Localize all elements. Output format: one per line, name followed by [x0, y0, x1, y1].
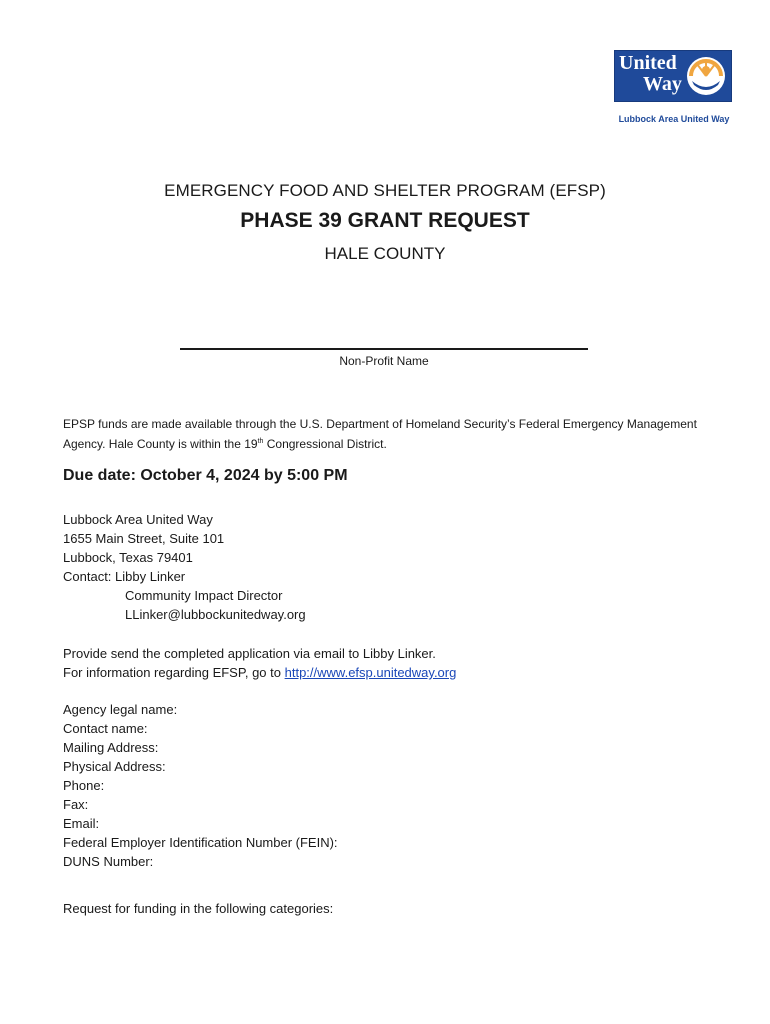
- field-contact-name: Contact name:: [63, 721, 148, 736]
- logo-line-2: Way: [643, 73, 682, 95]
- field-duns: DUNS Number:: [63, 854, 154, 869]
- address-contact: Contact: Libby Linker: [63, 569, 186, 584]
- field-fein: Federal Employer Identification Number (FEIN):: [63, 835, 338, 850]
- intro-text-end: Congressional District.: [263, 437, 387, 451]
- efsp-link[interactable]: http://www.efsp.unitedway.org: [284, 665, 457, 680]
- county-name: HALE COUNTY: [324, 244, 446, 263]
- program-name: EMERGENCY FOOD AND SHELTER PROGRAM (EFSP): [164, 181, 606, 200]
- submission-instructions: [63, 644, 456, 682]
- agency-fields: [63, 700, 338, 871]
- field-fax: Fax:: [63, 797, 89, 812]
- field-mailing-address: Mailing Address:: [63, 740, 159, 755]
- nonprofit-name-line: [180, 348, 588, 350]
- logo-caption: Lubbock Area United Way: [618, 114, 730, 124]
- field-agency-legal-name: Agency legal name:: [63, 702, 178, 717]
- info-prefix: For information regarding EFSP, go to: [63, 665, 285, 680]
- address-role: Community Impact Director: [125, 588, 283, 603]
- intro-text: EPSP funds are made available through the U.S. Department of Homeland Security’s Federal Emergency Management Agency. Hale County is within the 19: [63, 417, 697, 451]
- logo-wordmark: [619, 53, 682, 95]
- field-phone: Phone:: [63, 778, 105, 793]
- intro-paragraph: [63, 416, 703, 453]
- info-line: [63, 663, 456, 682]
- intro-superscript: th: [257, 438, 264, 445]
- address-city: Lubbock, Texas 79401: [63, 550, 193, 565]
- due-date: Due date: October 4, 2024 by 5:00 PM: [63, 467, 348, 484]
- contact-address-block: [63, 510, 306, 624]
- logo-line-1: United: [619, 52, 677, 74]
- address-org: Lubbock Area United Way: [63, 512, 213, 527]
- funding-request-label: Request for funding in the following categories:: [63, 901, 334, 916]
- address-street: 1655 Main Street, Suite 101: [63, 531, 225, 546]
- field-physical-address: Physical Address:: [63, 759, 166, 774]
- helping-hand-icon: [685, 55, 727, 97]
- united-way-logo: [614, 50, 732, 102]
- field-email: Email:: [63, 816, 100, 831]
- page-title: PHASE 39 GRANT REQUEST: [240, 209, 530, 232]
- address-email: LLinker@lubbockunitedway.org: [125, 607, 306, 622]
- nonprofit-name-label: Non-Profit Name: [339, 354, 429, 368]
- submission-line: Provide send the completed application via email to Libby Linker.: [63, 646, 436, 661]
